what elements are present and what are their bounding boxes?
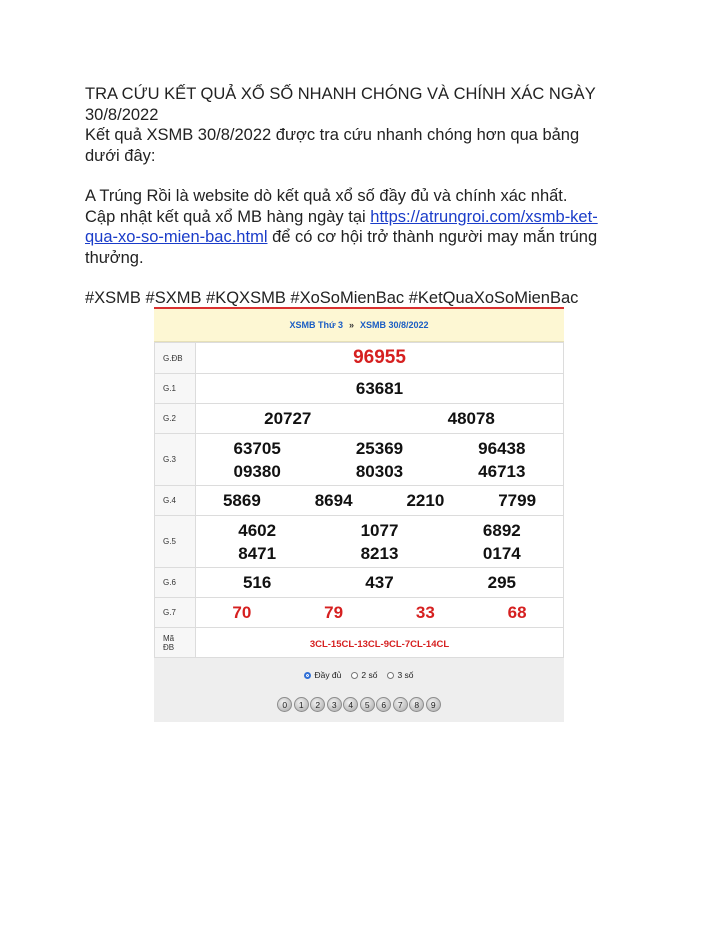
option-label: 3 số [397, 670, 414, 680]
prize-value: 68 [507, 602, 527, 622]
prize-value: 295 [487, 572, 516, 592]
code-label-line2: ĐB [163, 642, 175, 652]
article-para-line2 [85, 207, 645, 228]
option-2-digits[interactable] [351, 670, 377, 680]
article-para-line4: thưởng. [85, 248, 144, 267]
prize-value: 5869 [222, 490, 261, 510]
results-header [154, 309, 564, 342]
prize-label: G.7 [155, 598, 196, 628]
prize-value: 2210 [406, 490, 445, 510]
prize-value: 1077 [360, 520, 399, 540]
digit-filter [154, 697, 564, 712]
prize-value: 7799 [498, 490, 537, 510]
prize-label: G.4 [155, 486, 196, 516]
digit-button-2[interactable]: 2 [310, 697, 325, 712]
digit-button-9[interactable]: 9 [426, 697, 441, 712]
prize-value: 20727 [264, 408, 312, 428]
row-prize-6 [155, 568, 564, 598]
code-label-line1: Mã [163, 633, 175, 643]
header-day-link[interactable]: XSMB Thứ 3 [289, 320, 343, 330]
prize-value: 33 [415, 602, 435, 622]
digit-button-1[interactable]: 1 [294, 697, 309, 712]
row-prize-7 [155, 598, 564, 628]
row-prize-4 [155, 486, 564, 516]
prize-value: 8471 [238, 543, 277, 563]
digit-button-3[interactable]: 3 [327, 697, 342, 712]
prize-value: 70 [232, 602, 252, 622]
option-3-digits[interactable] [387, 670, 413, 680]
digit-button-0[interactable]: 0 [277, 697, 292, 712]
prize-value: 63681 [355, 378, 404, 398]
radio-icon[interactable] [351, 672, 358, 679]
article-title-line2: 30/8/2022 [85, 105, 159, 124]
header-date-link[interactable]: XSMB 30/8/2022 [360, 320, 429, 330]
prize-value: 48078 [447, 408, 495, 428]
radio-icon[interactable] [387, 672, 394, 679]
row-special-prize [155, 343, 564, 374]
digit-button-5[interactable]: 5 [360, 697, 375, 712]
prize-value: 8213 [360, 543, 399, 563]
article-hashtags: #XSMB #SXMB #KQXSMB #XoSoMienBac #KetQuaXoSoMienBac [85, 289, 579, 307]
lottery-results-table [154, 307, 564, 708]
prize-label: G.2 [155, 404, 196, 434]
display-mode-options [154, 670, 564, 680]
digit-button-6[interactable]: 6 [376, 697, 391, 712]
option-label: Đầy đủ [314, 670, 342, 680]
prize-value: 0174 [482, 543, 521, 563]
code-label [155, 628, 196, 658]
row-prize-3 [155, 434, 564, 486]
special-code-value: 3CL-15CL-13CL-9CL-7CL-14CL [309, 638, 450, 650]
row-prize-2 [155, 404, 564, 434]
prize-value: 96438 [478, 438, 526, 458]
article-para-line3 [85, 227, 645, 248]
digit-button-8[interactable]: 8 [409, 697, 424, 712]
prize-value: 09380 [233, 461, 281, 481]
article-para-line1: A Trúng Rồi là website dò kết quả xổ số đầy đủ và chính xác nhất. [85, 187, 568, 205]
para-line3-suffix: để có cơ hội trở thành người may mắn trúng [267, 228, 598, 246]
prize-value: 516 [242, 572, 272, 592]
row-special-code [155, 628, 564, 658]
prize-value: 79 [324, 602, 344, 622]
article-title-line1: TRA CỨU KẾT QUẢ XỔ SỐ NHANH CHÓNG VÀ CHÍNH XÁC NGÀY [85, 85, 596, 103]
digit-button-7[interactable]: 7 [393, 697, 408, 712]
option-label: 2 số [361, 670, 378, 680]
display-controls [154, 658, 564, 722]
prize-value: 8694 [314, 490, 353, 510]
results-link-part1[interactable]: https://atrungroi.com/xsmb-ket- [370, 207, 598, 226]
digit-button-4[interactable]: 4 [343, 697, 358, 712]
prize-label: G.1 [155, 374, 196, 404]
prize-value: 63705 [233, 438, 281, 458]
prize-value: 80303 [355, 461, 404, 481]
results-link-part2[interactable]: qua-xo-so-mien-bac.html [85, 228, 268, 246]
option-full[interactable] [304, 670, 341, 680]
prize-value: 25369 [355, 438, 404, 458]
header-separator: » [348, 320, 354, 330]
prize-value: 4602 [238, 520, 277, 540]
row-prize-1 [155, 374, 564, 404]
prize-label: G.5 [155, 516, 196, 568]
article-intro-line1: Kết quả XSMB 30/8/2022 được tra cứu nhanh chóng hơn qua bảng [85, 126, 580, 144]
prize-value: 46713 [478, 461, 526, 481]
prize-label: G.3 [155, 434, 196, 486]
article-intro-line2: dưới đây: [85, 146, 156, 165]
row-prize-5 [155, 516, 564, 568]
radio-selected-icon[interactable] [304, 672, 311, 679]
article-body [85, 84, 645, 309]
para-line2-prefix: Cập nhật kết quả xổ MB hàng ngày tại [85, 207, 371, 226]
prize-value: 6892 [482, 520, 521, 540]
prize-label: G.6 [155, 568, 196, 598]
special-prize-value: 96955 [353, 347, 406, 368]
prize-value: 437 [365, 572, 394, 592]
prize-label: G.ĐB [155, 343, 196, 374]
